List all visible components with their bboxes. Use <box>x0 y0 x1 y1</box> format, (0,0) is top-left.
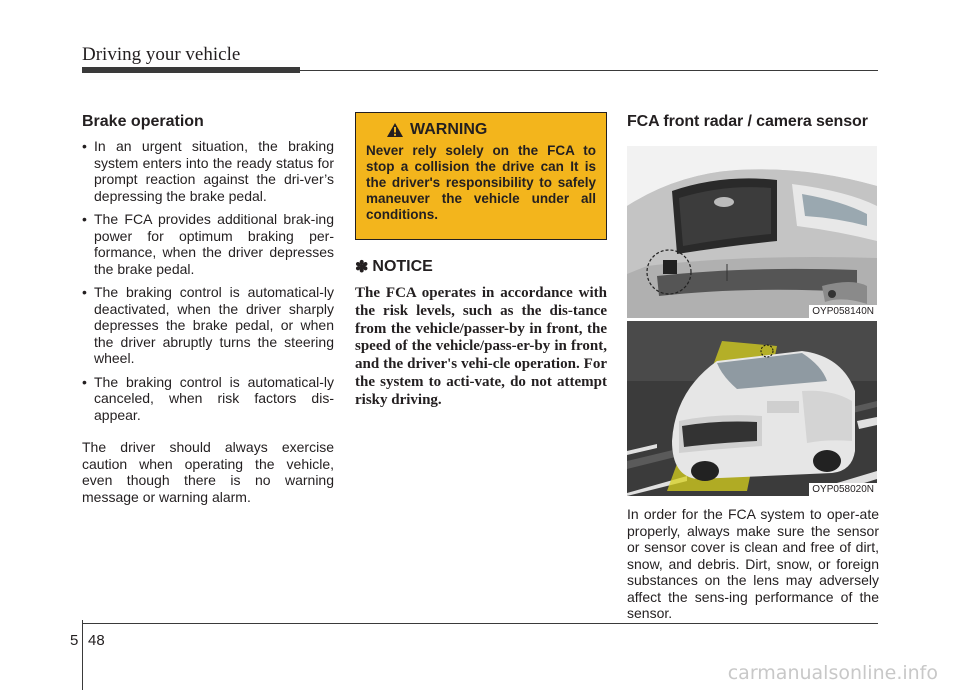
warning-title-row <box>386 121 596 139</box>
vehicle-road-illustration <box>627 321 877 496</box>
list-item: • The braking control is automatical-ly canceled, when risk factors dis-appear. <box>82 374 334 424</box>
watermark-text: carmanualsonline.info <box>727 662 938 684</box>
warning-triangle-icon <box>386 122 404 138</box>
list-item: • The FCA provides additional brak-ing power for optimum braking per-formance, when the driver depresses the brake pedal. <box>82 211 334 277</box>
header-bar <box>82 67 300 73</box>
figure-caption: OYP058140N <box>809 305 877 318</box>
warning-notice-section <box>355 112 607 410</box>
warning-text: Never rely solely on the FCA to stop a collision the drive can It is the driver's responsibility to safely maneuver the vehicle under all conditions. <box>366 143 596 222</box>
warning-title: WARNING <box>410 121 488 138</box>
sensor-section <box>627 112 879 622</box>
footer-vertical-rule <box>82 620 83 690</box>
brake-operation-heading: Brake operation <box>82 113 204 130</box>
page-header-title: Driving your vehicle <box>82 44 241 65</box>
list-item: • In an urgent situation, the braking system enters into the ready status for prompt reaction against the dri-ver’s depressing the brake pedal. <box>82 138 334 204</box>
figure-caption: OYP058020N <box>809 483 877 496</box>
vehicle-front-illustration <box>627 146 877 318</box>
caution-paragraph: The driver should always exercise caution when operating the vehicle, even though there is no warning message or warning alarm. <box>82 439 334 505</box>
detection-zone-figure <box>627 321 877 496</box>
list-item: • The braking control is automatical-ly deactivated, when the driver sharply depresses the brake pedal, or when the driver abruptly turns the steering wheel. <box>82 284 334 367</box>
notice-text: The FCA operates in accordance with the risk levels, such as the dis-tance from the vehicle/passer-by in front, the speed of the vehicle/pass-er-by in front, and the driver's vehi-cle operation. For the system to acti-vate, do not attempt risky driving. <box>355 285 607 408</box>
brake-operation-list <box>82 138 334 423</box>
star-icon: ✽ <box>355 259 369 276</box>
front-grille-figure <box>627 146 877 318</box>
footer-rule <box>82 623 878 624</box>
warning-box <box>355 112 607 240</box>
sensor-heading: FCA front radar / camera sensor <box>627 113 868 130</box>
header-rule <box>300 70 878 71</box>
page-number: 48 <box>88 632 105 649</box>
brake-operation-section <box>82 112 334 505</box>
chapter-number: 5 <box>70 632 79 649</box>
sensor-text: In order for the FCA system to oper-ate properly, always make sure the sensor or sensor cover is clean and free of dirt, snow, and debris. Dirt, snow, or foreign substances on the lens may adversely affect the sens-ing performance of the sensor. <box>627 506 879 621</box>
notice-title-row <box>355 257 607 277</box>
notice-title: NOTICE <box>372 258 433 275</box>
